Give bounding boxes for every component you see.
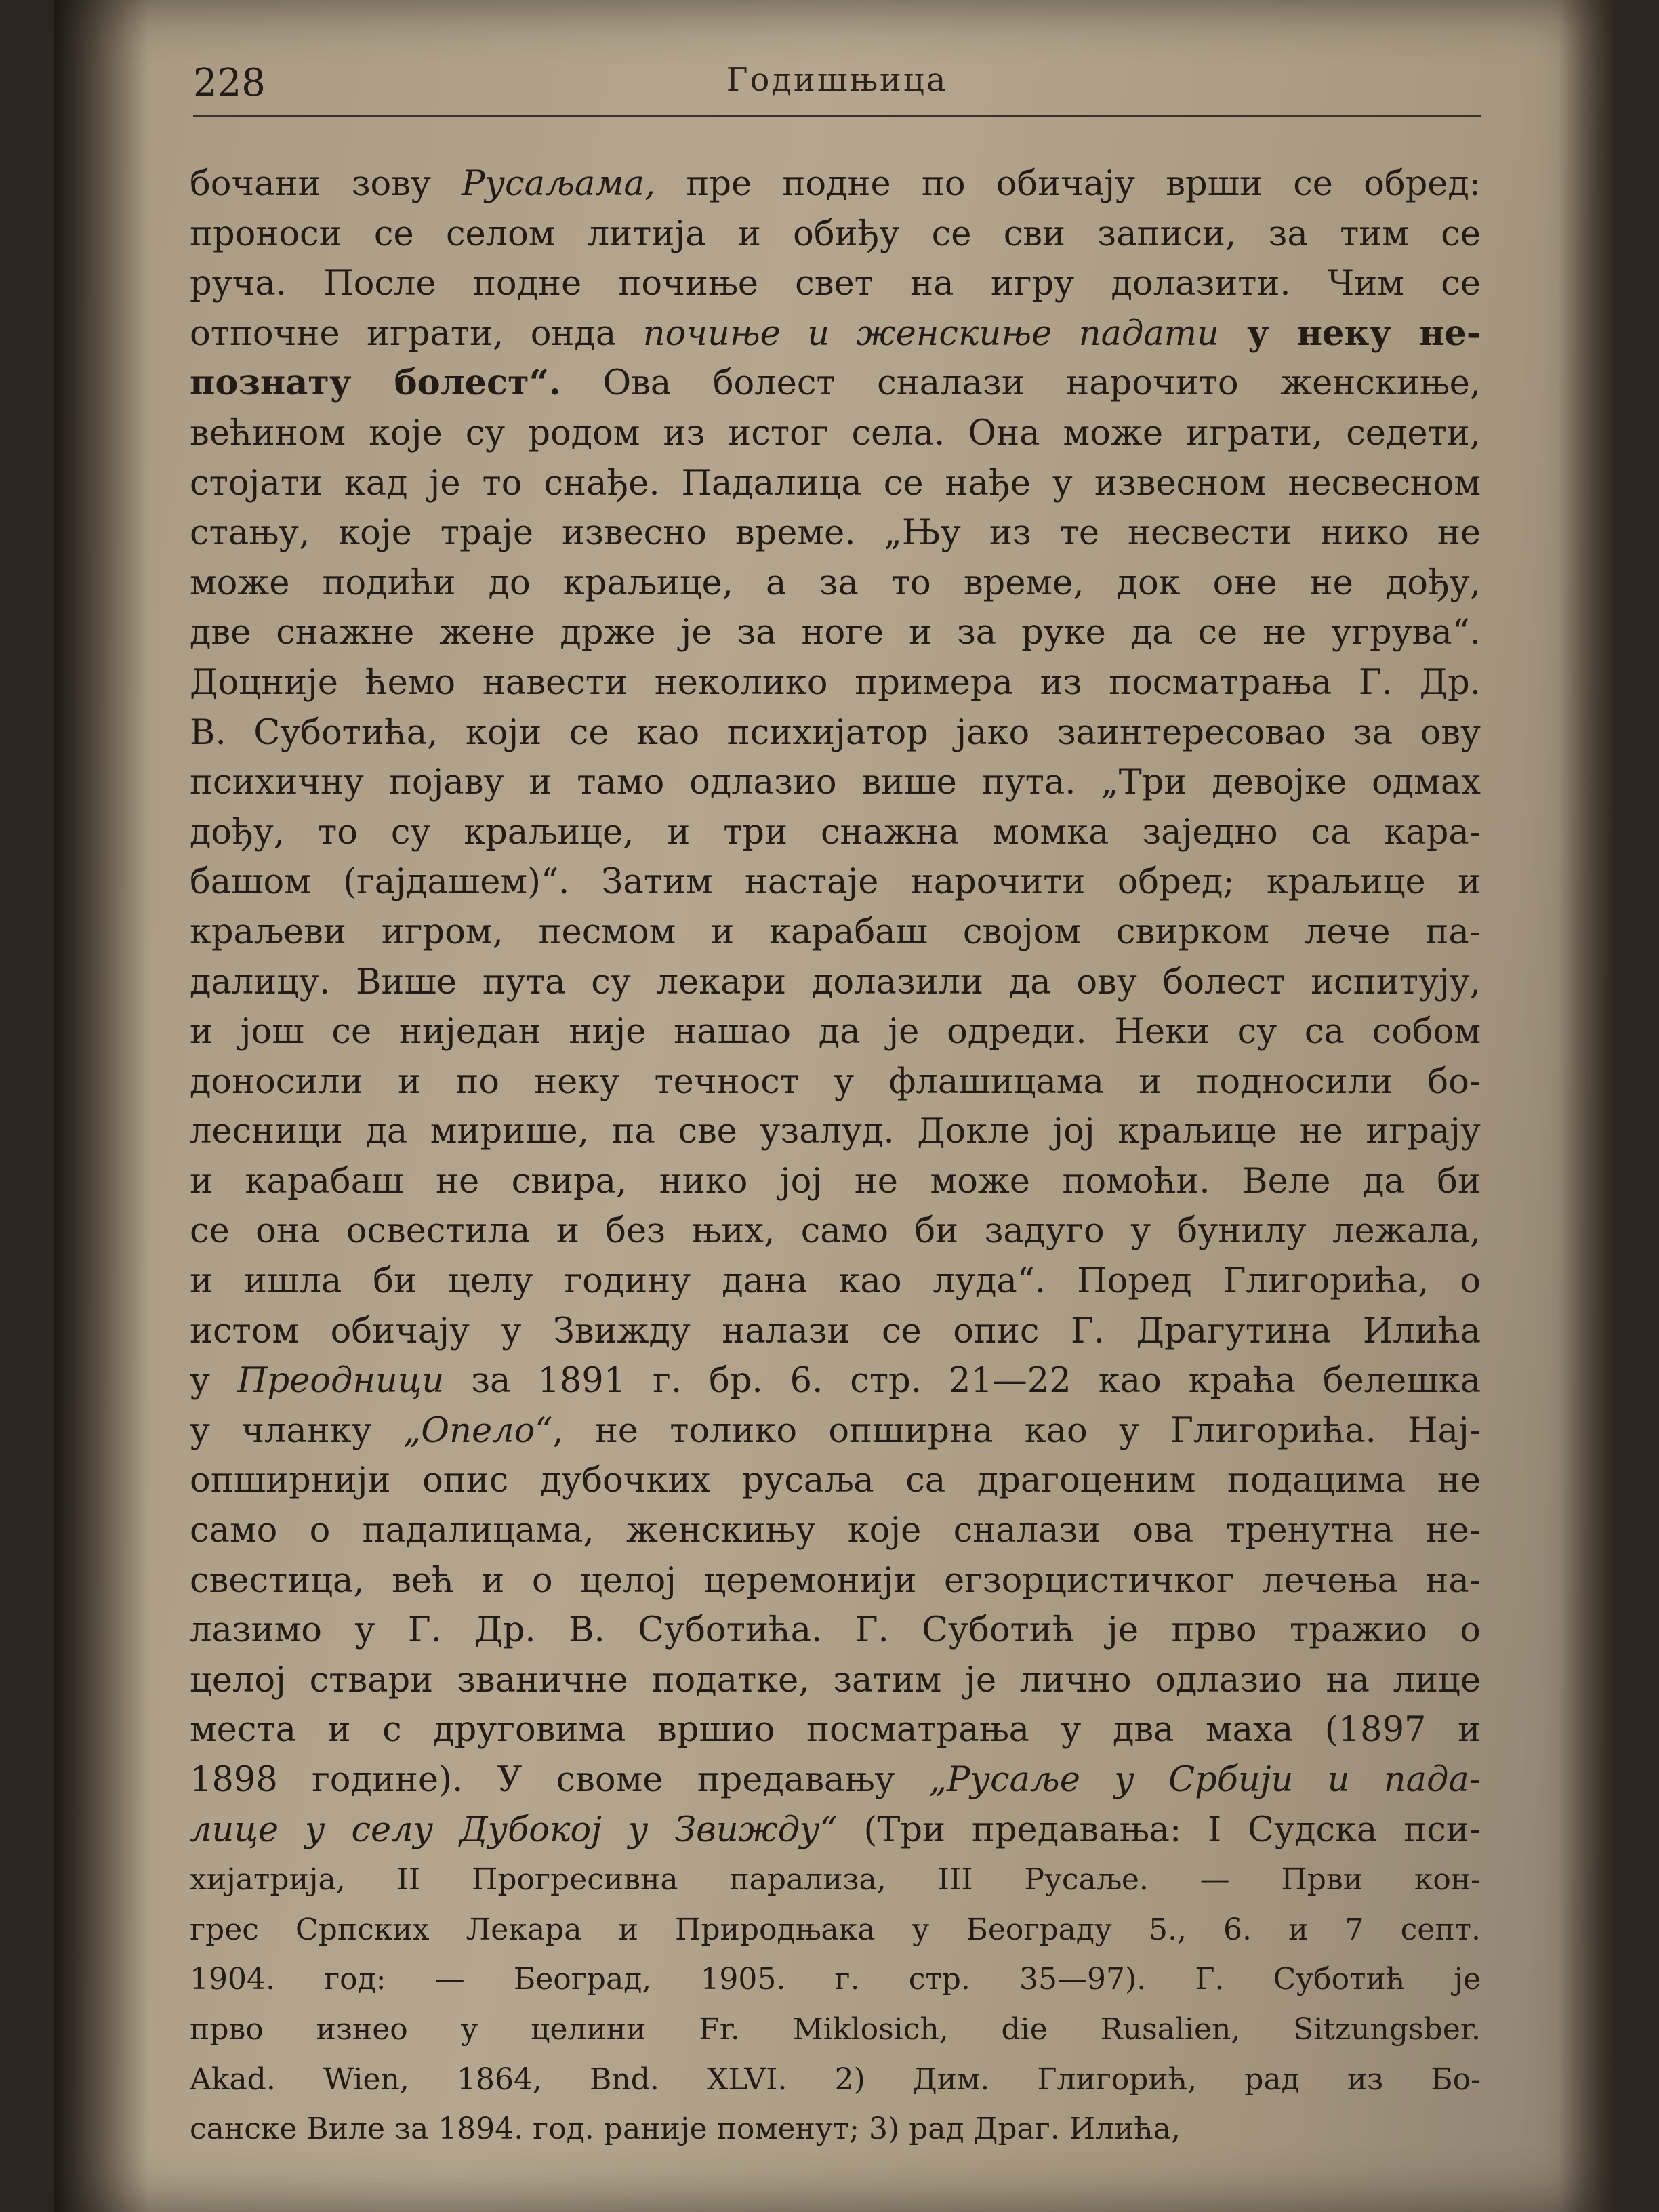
text-segment: и ишла би целу годину дана као луда“. Поред Глигорића, о	[190, 1261, 1481, 1302]
text-segment: (Три предавања: I Судска пси-	[837, 1809, 1481, 1850]
text-segment: бочани зову	[190, 164, 462, 204]
text-segment: „Русаље у Србији и пада-	[928, 1760, 1481, 1800]
text-line	[190, 259, 1481, 309]
text-segment: руча. После подне почиње свет на игру долазити. Чим се	[190, 264, 1481, 304]
text-line	[190, 409, 1481, 459]
text-segment: само о падалицама, женскињу које сналази ова тренутна не-	[190, 1511, 1481, 1551]
text-line	[190, 857, 1481, 907]
text-line	[190, 1157, 1481, 1207]
text-segment: опширнији опис дубочких русаља са драгоценим подацима не	[190, 1460, 1481, 1501]
text-segment: краљеви игром, песмом и карабаш својом свирком лече па-	[190, 912, 1481, 952]
text-line	[190, 1506, 1481, 1556]
text-segment: две снажне жене држе је за ноге и за руке да се не угрува“.	[190, 613, 1481, 653]
text-line	[190, 459, 1481, 509]
text-segment: 1904. год: — Београд, 1905. г. стр. 35—97). Г. Суботић је	[190, 1962, 1481, 1997]
text-line	[190, 708, 1481, 758]
text-line	[190, 907, 1481, 958]
text-segment: проноси се селом литија и обиђу се сви записи, за тим се	[190, 213, 1481, 254]
text-segment: целој ствари званичне податке, затим је лично одлазио на лице	[190, 1660, 1481, 1700]
text-line	[190, 1456, 1481, 1506]
text-segment: грес Српских Лекара и Природњака у Београду 5., 6. и 7 септ.	[190, 1912, 1481, 1947]
text-segment: почиње и женскиње падати	[642, 313, 1219, 354]
text-segment: башом (гајдашем)“. Затим настаје нарочити обред; краљице и	[190, 862, 1481, 903]
text-segment: далицу. Више пута су лекари долазили да ову болест испитују,	[190, 962, 1481, 1002]
text-segment: и карабаш не свира, нико јој не може помоћи. Веле да би	[190, 1161, 1481, 1202]
text-segment: дођу, то су краљице, и три снажна момка заједно са кара-	[190, 812, 1481, 853]
spine-shadow	[54, 0, 149, 2212]
page-header	[193, 54, 1481, 117]
text-line	[190, 1954, 1481, 2005]
text-segment: пре подне по обичају врши се обред:	[655, 164, 1481, 204]
text-segment: свестица, већ и о целој церемонији егзорцистичког лечења на-	[190, 1560, 1481, 1601]
text-segment: може подићи до краљице, а за то време, док оне не дођу,	[190, 562, 1481, 603]
text-line	[190, 159, 1481, 209]
page-number: 228	[193, 61, 266, 105]
text-line	[190, 1605, 1481, 1656]
text-segment: Русаљама,	[462, 164, 656, 204]
text-segment: Akad. Wien, 1864, Bnd. XLVI. 2) Дим. Глигорић, рад из Бо-	[190, 2062, 1481, 2097]
text-line	[190, 1755, 1481, 1805]
text-segment: , не толико опширна као у Глигорића. Нај-	[552, 1410, 1481, 1451]
text-segment: места и с друговима вршио посматрања у два маха (1897 и	[190, 1710, 1481, 1750]
body-text	[190, 159, 1481, 2154]
text-line	[190, 608, 1481, 658]
text-line	[190, 1406, 1481, 1456]
text-line	[190, 758, 1481, 808]
page-edge-shadow	[1559, 0, 1613, 2212]
text-segment: се она освестила и без њих, само би задуго у бунилу лежала,	[190, 1211, 1481, 1252]
text-segment: В. Суботића, који се као психијатор јако заинтересовао за ову	[190, 712, 1481, 753]
text-segment: санске Виле за 1894. год. раније поменут; 3) рад Драг. Илића,	[190, 2112, 1181, 2147]
text-line	[190, 1705, 1481, 1755]
text-segment: прво изнео у целини Fr. Miklosich, die Rusalien, Sitzungsber.	[190, 2011, 1481, 2047]
text-line	[190, 1107, 1481, 1157]
text-line	[190, 2104, 1481, 2154]
text-segment: 1898 године). У своме предавању	[190, 1760, 929, 1800]
text-segment: хијатрија, II Прогресивна парализа, III Русаље. — Први кон-	[190, 1862, 1481, 1898]
text-line	[190, 958, 1481, 1008]
text-segment: у чланку	[190, 1410, 403, 1451]
text-line	[190, 1307, 1481, 1357]
text-segment: Доцније ћемо навести неколико примера из посматрања Г. Др.	[190, 662, 1481, 703]
text-segment: „Опело“	[403, 1410, 553, 1451]
text-line	[190, 508, 1481, 558]
text-segment: лазимо у Г. Др. В. Суботића. Г. Суботић је прво тражио о	[190, 1610, 1481, 1651]
text-line	[190, 1556, 1481, 1606]
text-line	[190, 309, 1481, 359]
text-segment: отпочне играти, онда	[190, 313, 643, 354]
text-line	[190, 1356, 1481, 1406]
text-segment: за 1891 г. бр. 6. стр. 21—22 као краћа белешка	[444, 1361, 1481, 1401]
text-line	[190, 2055, 1481, 2105]
text-line	[190, 658, 1481, 708]
text-line	[190, 808, 1481, 858]
text-line	[190, 359, 1481, 409]
text-line	[190, 2005, 1481, 2055]
text-line	[190, 1855, 1481, 1905]
text-segment: лице у селу Дубокој у Звижду“	[190, 1809, 838, 1850]
text-segment: психичну појаву и тамо одлазио више пута. „Три девојке одмах	[190, 762, 1481, 803]
running-title: Годишњица	[726, 61, 948, 99]
text-line	[190, 1905, 1481, 1955]
text-segment: у неку не-	[1218, 312, 1481, 354]
text-segment: и још се ниједан није нашао да је одреди. Неки су са собом	[190, 1012, 1481, 1052]
text-segment: Ова болест сналази нарочито женскиње,	[560, 363, 1481, 404]
text-line	[190, 1206, 1481, 1256]
text-segment: већином које су родом из истог села. Она може играти, седети,	[190, 413, 1481, 453]
text-line	[190, 1805, 1481, 1856]
text-segment: стању, које траје извесно време. „Њу из те несвести нико не	[190, 513, 1481, 554]
text-line	[190, 209, 1481, 260]
text-segment: доносили и по неку течност у флашицама и подносили бо-	[190, 1061, 1481, 1102]
text-segment: познату болест“.	[190, 363, 561, 404]
text-segment: стојати кад је то снађе. Падалица се нађе у извесном несвесном	[190, 463, 1481, 504]
text-segment: истом обичају у Звижду налази се опис Г. Драгутина Илића	[190, 1311, 1481, 1351]
text-line	[190, 1007, 1481, 1057]
text-segment: у	[190, 1361, 237, 1401]
text-line	[190, 1057, 1481, 1107]
text-line	[190, 558, 1481, 609]
text-line	[190, 1256, 1481, 1307]
text-segment: лесници да мирише, па све узалуд. Докле јој краљице не играју	[190, 1111, 1481, 1152]
text-segment: Преодници	[237, 1361, 445, 1401]
text-line	[190, 1656, 1481, 1706]
